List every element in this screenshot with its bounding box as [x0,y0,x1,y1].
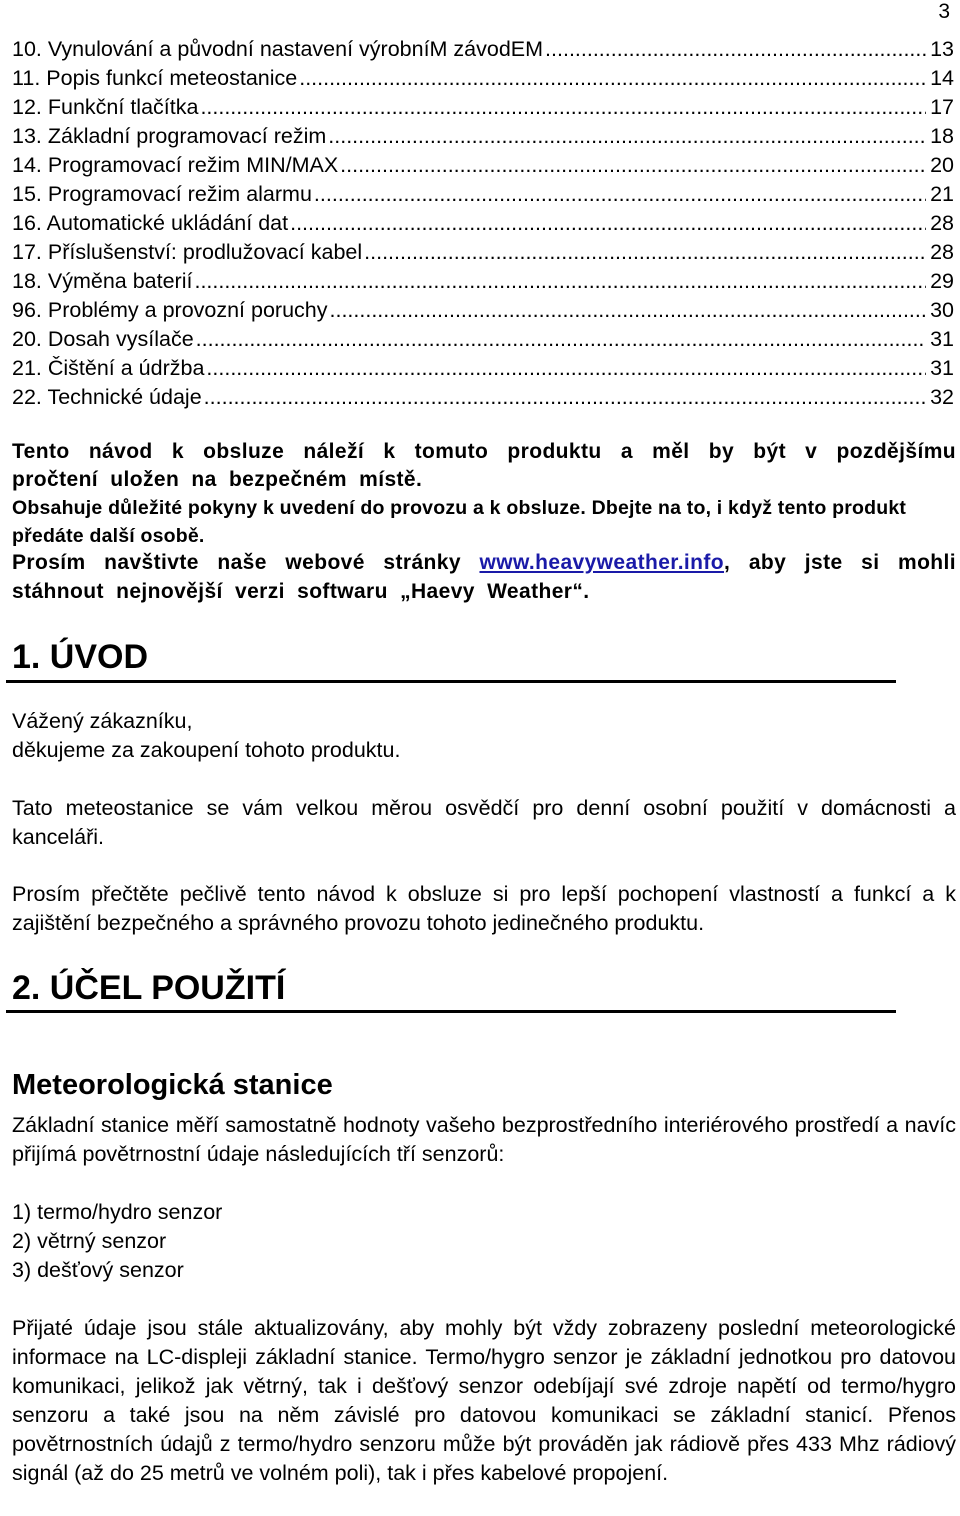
toc-entry-page: 29 [930,269,954,293]
toc-leader-dots [200,93,926,122]
intro-paragraph-2: Prosím přečtěte pečlivě tento návod k obsluze si pro lepší pochopení vlastností a funkcí a k zajištění bezpečného a správného provozu tohoto jedinečného produktu. [12,882,956,935]
toc-leader-dots [314,180,926,209]
notice-line-1: Tento návod k obsluze náleží k tomuto produktu a měl by být v pozdějšímu pročtení uložen na bezpečném místě. [12,440,956,491]
toc-leader-dots [204,383,926,412]
toc-entry-title: 12. Funkční tlačítka [12,95,199,119]
toc-entry[interactable] [12,354,954,383]
toc-entry[interactable] [12,93,954,122]
toc-entry-title: 21. Čištění a údržba [12,356,205,380]
toc-leader-dots [340,151,926,180]
station-body: Přijaté údaje jsou stále aktualizovány, aby mohly být vždy zobrazeny poslední meteorologické informace na LC-displeji základní stanice. Termo/hygro senzor je základní jednotkou pro datovou komunikaci, jelikož jak větrný, tak i dešťový senzor odebíjají své zdroje napětí od termo/hygro senzoru a také jsou na něm závislé pro datovou komunikaci se základní stanicí. Přenos povětrnostních údajů z termo/hydro senzoru může být prováděn jak rádiově přes 433 Mhz rádiový signál (až do 25 metrů ve volném poli), tak i přes kabelové propojení. [12,1316,956,1485]
toc-entry[interactable] [12,64,954,93]
toc-entry[interactable] [12,267,954,296]
toc-entry[interactable] [12,325,954,354]
intro-paragraph-1: Tato meteostanice se vám velkou měrou osvědčí pro denní osobní použití v domácnosti a kanceláři. [12,796,956,849]
toc-entry-title: 14. Programovací režim MIN/MAX [12,153,339,177]
notice-line-2: Obsahuje důležité pokyny k uvedení do provozu a k obsluze. Dbejte na to, i když tento produkt předáte další osobě. [12,497,907,547]
sensor-list [12,1198,956,1285]
toc-entry[interactable] [12,238,954,267]
toc-entry-title: 11. Popis funkcí meteostanice [12,66,298,90]
toc-entry[interactable] [12,296,954,325]
toc-entry-page: 30 [930,298,954,322]
toc-entry-page: 28 [930,240,954,264]
visit-text-after: , aby jste si mohli stáhnout nejnovější verzi softwaru „Haevy Weather“. [12,551,957,603]
toc-entry-title: 15. Programovací režim alarmu [12,182,312,206]
section-2-rule [6,1010,896,1013]
toc-entry-page: 18 [930,124,954,148]
toc-leader-dots [330,296,927,325]
toc-leader-dots [194,267,926,296]
toc-entry-page: 31 [930,356,954,380]
thanks-line: děkujeme za zakoupení tohoto produktu. [12,738,401,762]
table-of-contents [12,35,954,412]
station-intro: Základní stanice měří samostatně hodnoty vašeho bezprostředního interiérového prostředí a navíc přijímá povětrnostní údaje následujících tří senzorů: [12,1113,956,1166]
toc-leader-dots [206,354,926,383]
toc-entry-title: 13. Základní programovací režim [12,124,327,148]
toc-entry-title: 22. Technické údaje [12,385,202,409]
subsection-heading: Meteorologická stanice [12,1069,333,1101]
toc-entry[interactable] [12,209,954,238]
greeting: Vážený zákazníku, [12,709,193,733]
toc-entry[interactable] [12,35,954,64]
toc-entry[interactable] [12,122,954,151]
section-2-heading: 2. ÚČEL POUŽITÍ [12,969,286,1007]
toc-entry-title: 96. Problémy a provozní poruchy [12,298,328,322]
toc-entry-page: 20 [930,153,954,177]
toc-entry-page: 14 [930,66,954,90]
toc-entry-page: 31 [930,327,954,351]
toc-leader-dots [290,209,926,238]
visit-text-before: Prosím navštivte naše webové stránky [12,551,480,574]
section-1-heading: 1. ÚVOD [12,638,149,676]
toc-entry-title: 20. Dosah vysílače [12,327,194,351]
toc-entry-title: 17. Příslušenství: prodlužovací kabel [12,240,363,264]
toc-leader-dots [196,325,926,354]
toc-entry[interactable] [12,383,954,412]
toc-entry-page: 32 [930,385,954,409]
toc-entry[interactable] [12,180,954,209]
toc-entry[interactable] [12,151,954,180]
toc-leader-dots [328,122,926,151]
toc-entry-page: 21 [930,182,954,206]
list-item: 1) termo/hydro senzor [12,1200,223,1224]
toc-entry-page: 13 [930,37,954,61]
section-1-rule [6,680,896,683]
toc-entry-title: 10. Vynulování a původní nastavení výrobníM závodEM [12,37,544,61]
storage-notice [12,438,956,550]
toc-leader-dots [299,64,926,93]
toc-entry-title: 18. Výměna baterií [12,269,193,293]
toc-leader-dots [545,35,926,64]
toc-entry-title: 16. Automatické ukládání dat [12,211,289,235]
heavyweather-link[interactable]: www.heavyweather.info [479,551,725,574]
greeting-block [12,707,956,765]
website-notice [12,548,956,606]
list-item: 3) dešťový senzor [12,1258,184,1282]
toc-leader-dots [364,238,926,267]
toc-entry-page: 28 [930,211,954,235]
list-item: 2) větrný senzor [12,1229,167,1253]
toc-entry-page: 17 [930,95,954,119]
page-number: 3 [938,0,950,23]
